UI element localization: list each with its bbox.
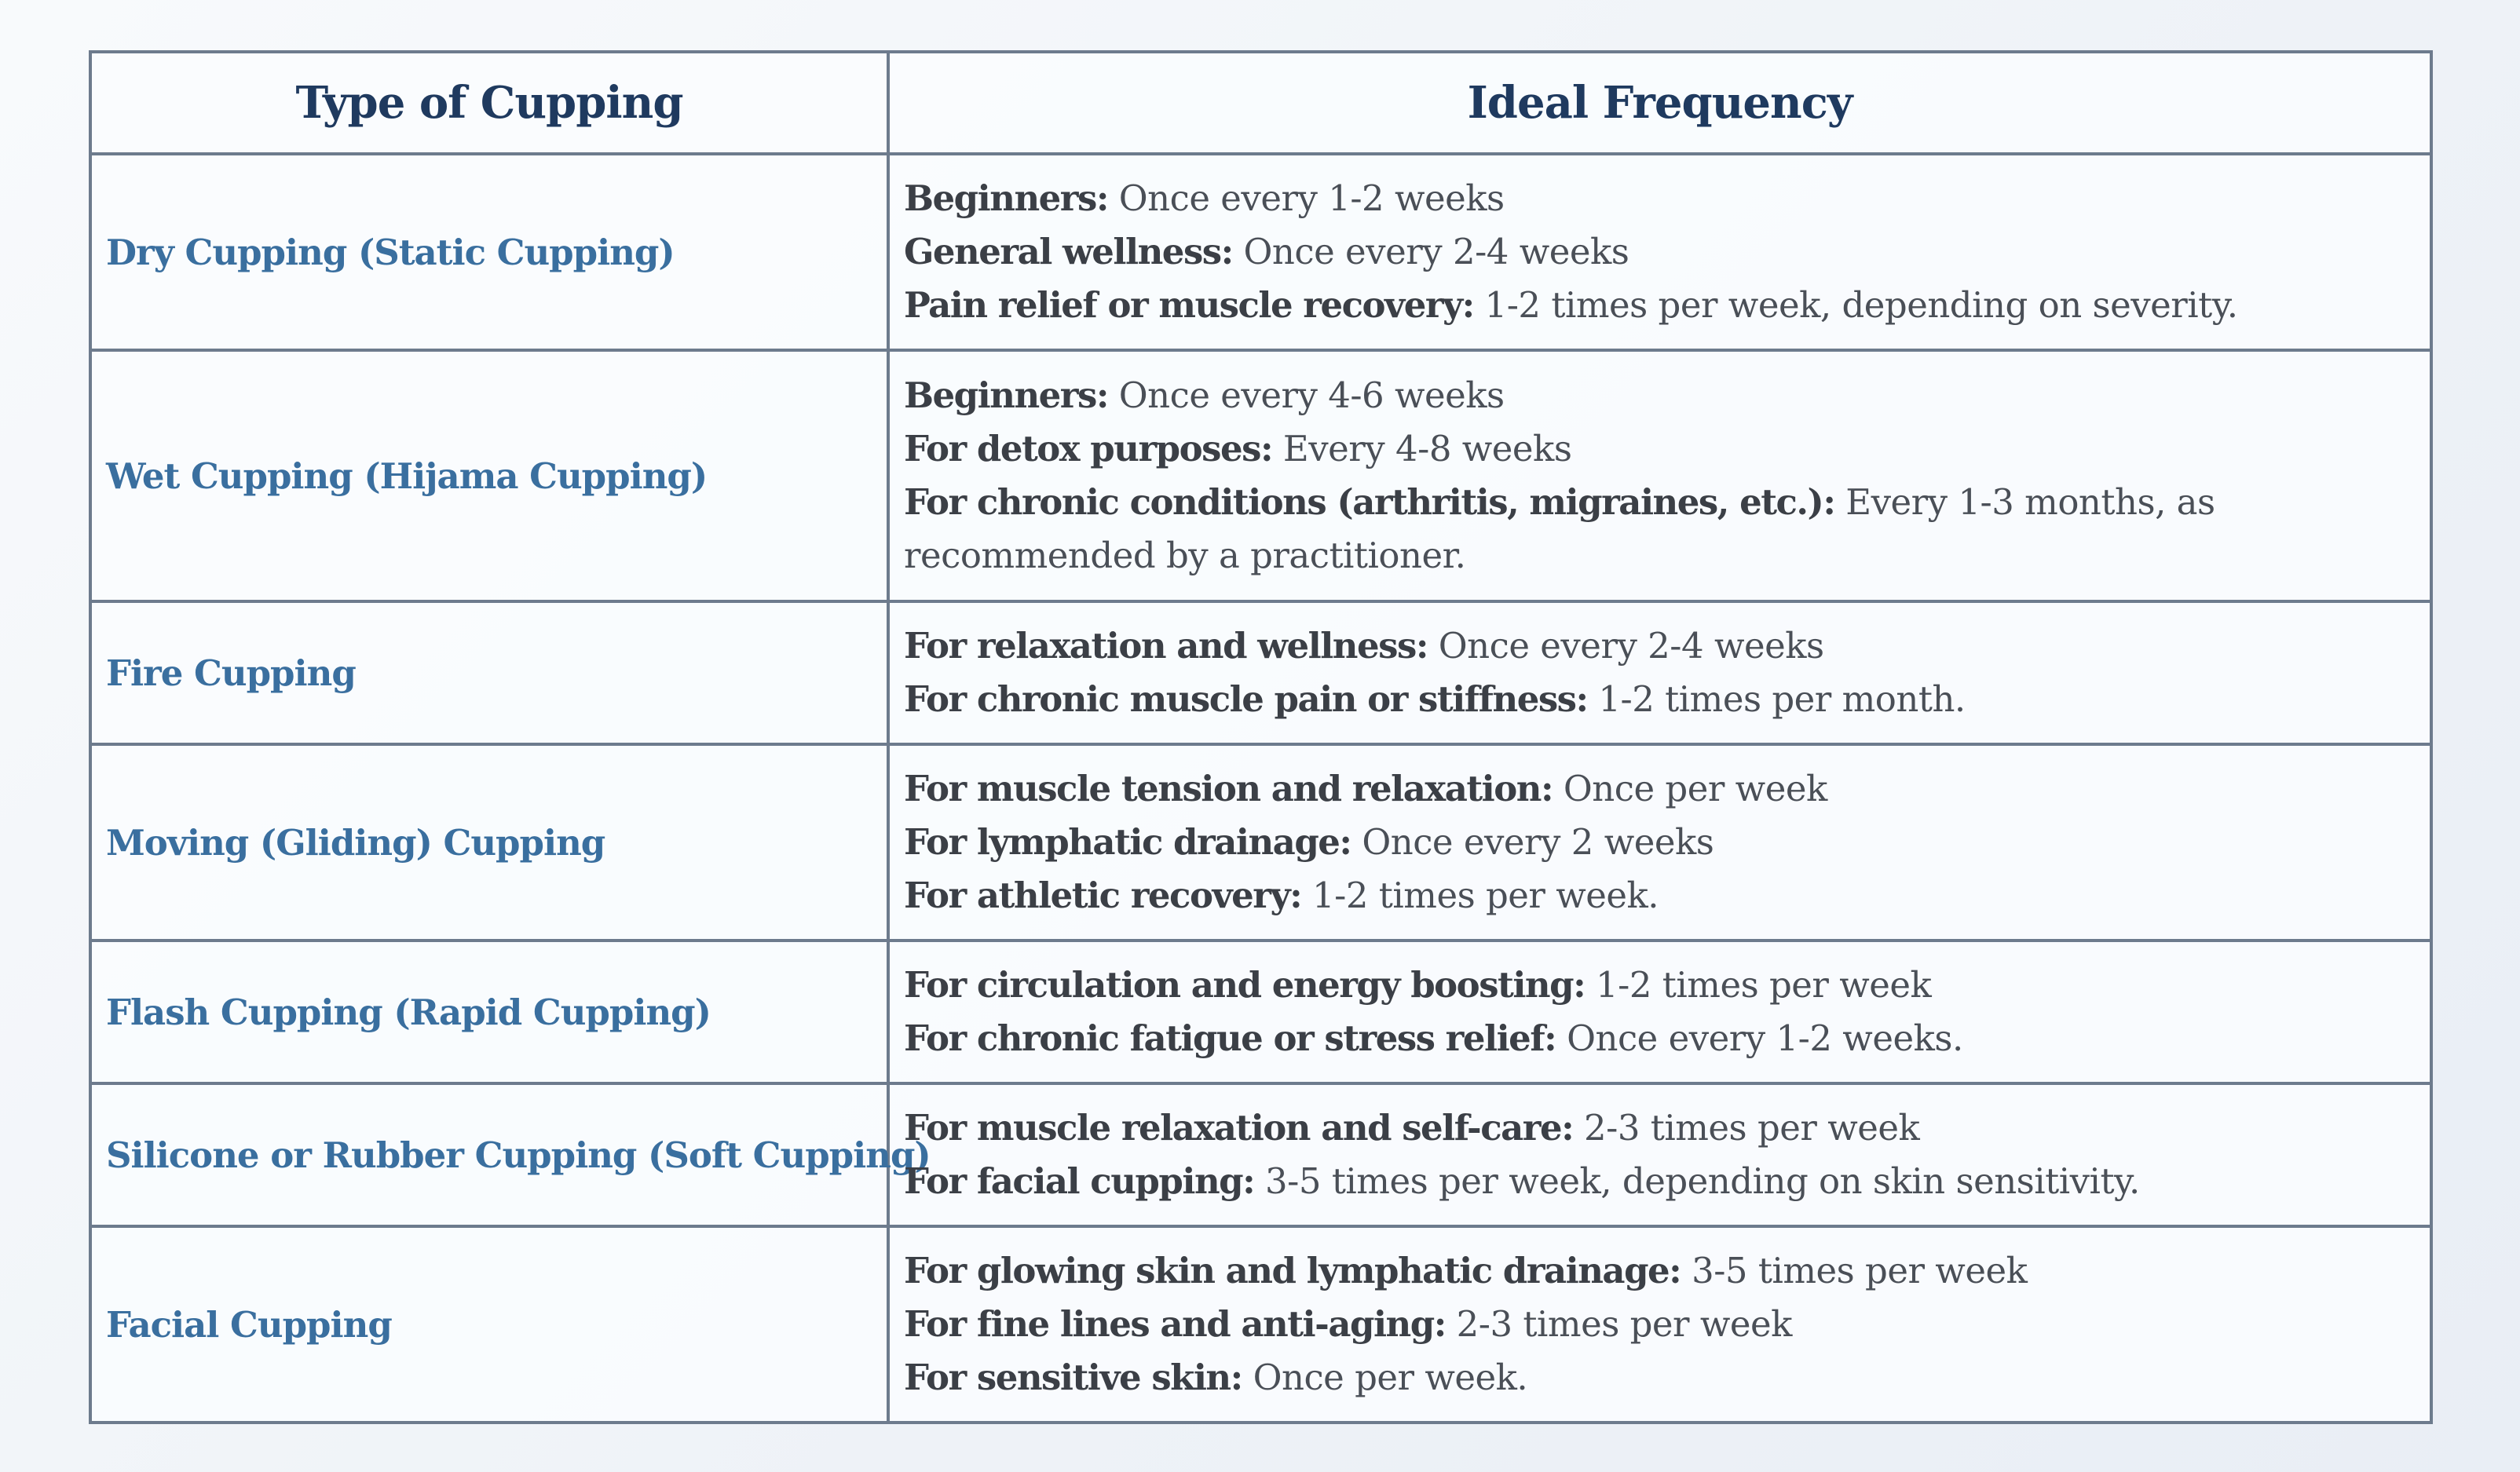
frequency-label: For facial cupping:: [904, 1160, 1255, 1202]
table-row: [90, 350, 2431, 601]
cupping-frequency-table-wrapper: [89, 50, 2430, 1420]
table-row: [90, 941, 2431, 1083]
cupping-type-cell: Moving (Gliding) Cupping: [90, 744, 888, 941]
frequency-value: 2-3 times per week: [1573, 1107, 1920, 1149]
frequency-label: Beginners:: [904, 374, 1108, 416]
frequency-line: [904, 1155, 2416, 1208]
frequency-line: [904, 869, 2416, 922]
cupping-type-cell: Wet Cupping (Hijama Cupping): [90, 350, 888, 601]
cupping-type-cell: Silicone or Rubber Cupping (Soft Cupping): [90, 1083, 888, 1226]
frequency-line: [904, 476, 2416, 583]
table-row: [90, 1226, 2431, 1423]
cupping-type-cell: Dry Cupping (Static Cupping): [90, 154, 888, 350]
cupping-frequency-table: [89, 50, 2433, 1424]
frequency-value: Once every 2-4 weeks: [1232, 231, 1629, 272]
frequency-value: Once per week.: [1242, 1357, 1528, 1398]
frequency-cell: [888, 1083, 2431, 1226]
frequency-value: Once every 1-2 weeks: [1107, 177, 1505, 219]
frequency-label: For lymphatic drainage:: [904, 821, 1351, 863]
frequency-value: Every 1-3 months, as recommended by a practitioner.: [904, 481, 2215, 576]
frequency-value: Once every 2 weeks: [1351, 821, 1714, 863]
frequency-line: [904, 762, 2416, 816]
frequency-cell: [888, 601, 2431, 744]
cupping-type-cell: Fire Cupping: [90, 601, 888, 744]
frequency-label: Pain relief or muscle recovery:: [904, 284, 1474, 326]
frequency-line: [904, 172, 2416, 225]
frequency-label: For glowing skin and lymphatic drainage:: [904, 1250, 1681, 1291]
table-header-row: [90, 52, 2431, 154]
table-row: [90, 154, 2431, 350]
frequency-label: For chronic muscle pain or stiffness:: [904, 678, 1588, 720]
frequency-label: General wellness:: [904, 231, 1233, 272]
frequency-line: [904, 1101, 2416, 1155]
header-ideal-frequency: Ideal Frequency: [888, 52, 2431, 154]
frequency-label: For detox purposes:: [904, 428, 1273, 469]
frequency-label: For circulation and energy boosting:: [904, 964, 1586, 1006]
frequency-label: For muscle tension and relaxation:: [904, 768, 1553, 809]
frequency-cell: [888, 941, 2431, 1083]
frequency-line: [904, 225, 2416, 279]
frequency-value: 1-2 times per week.: [1301, 875, 1659, 916]
frequency-label: For sensitive skin:: [904, 1357, 1242, 1398]
header-type-of-cupping: Type of Cupping: [90, 52, 888, 154]
frequency-label: For chronic conditions (arthritis, migraines, etc.):: [904, 481, 1835, 523]
frequency-value: 3-5 times per week, depending on skin sensitivity.: [1254, 1160, 2140, 1202]
frequency-label: For chronic fatigue or stress relief:: [904, 1017, 1556, 1059]
frequency-line: [904, 1244, 2416, 1298]
frequency-value: Once per week: [1553, 768, 1827, 809]
frequency-cell: [888, 154, 2431, 350]
cupping-type-cell: Facial Cupping: [90, 1226, 888, 1423]
table-row: [90, 601, 2431, 744]
frequency-line: [904, 816, 2416, 869]
table-row: [90, 1083, 2431, 1226]
frequency-cell: [888, 350, 2431, 601]
frequency-line: [904, 1351, 2416, 1404]
cupping-type-cell: Flash Cupping (Rapid Cupping): [90, 941, 888, 1083]
frequency-line: [904, 1298, 2416, 1351]
frequency-cell: [888, 1226, 2431, 1423]
frequency-label: For athletic recovery:: [904, 875, 1302, 916]
frequency-line: [904, 673, 2416, 726]
frequency-line: [904, 959, 2416, 1012]
frequency-line: [904, 422, 2416, 476]
frequency-label: Beginners:: [904, 177, 1108, 219]
frequency-value: 1-2 times per month.: [1587, 678, 1966, 720]
frequency-value: 1-2 times per week: [1585, 964, 1932, 1006]
frequency-cell: [888, 744, 2431, 941]
frequency-value: Every 4-8 weeks: [1272, 428, 1572, 469]
frequency-line: [904, 279, 2416, 332]
frequency-label: For muscle relaxation and self-care:: [904, 1107, 1574, 1149]
frequency-value: 1-2 times per week, depending on severity.: [1473, 284, 2238, 326]
frequency-value: Once every 4-6 weeks: [1107, 374, 1505, 416]
frequency-value: Once every 2-4 weeks: [1427, 625, 1824, 667]
frequency-value: 2-3 times per week: [1445, 1303, 1792, 1345]
frequency-line: [904, 619, 2416, 673]
table-row: [90, 744, 2431, 941]
frequency-value: 3-5 times per week: [1681, 1250, 2028, 1291]
frequency-label: For fine lines and anti-aging:: [904, 1303, 1446, 1345]
frequency-line: [904, 369, 2416, 422]
frequency-label: For relaxation and wellness:: [904, 625, 1428, 667]
frequency-value: Once every 1-2 weeks.: [1556, 1017, 1963, 1059]
frequency-line: [904, 1012, 2416, 1065]
